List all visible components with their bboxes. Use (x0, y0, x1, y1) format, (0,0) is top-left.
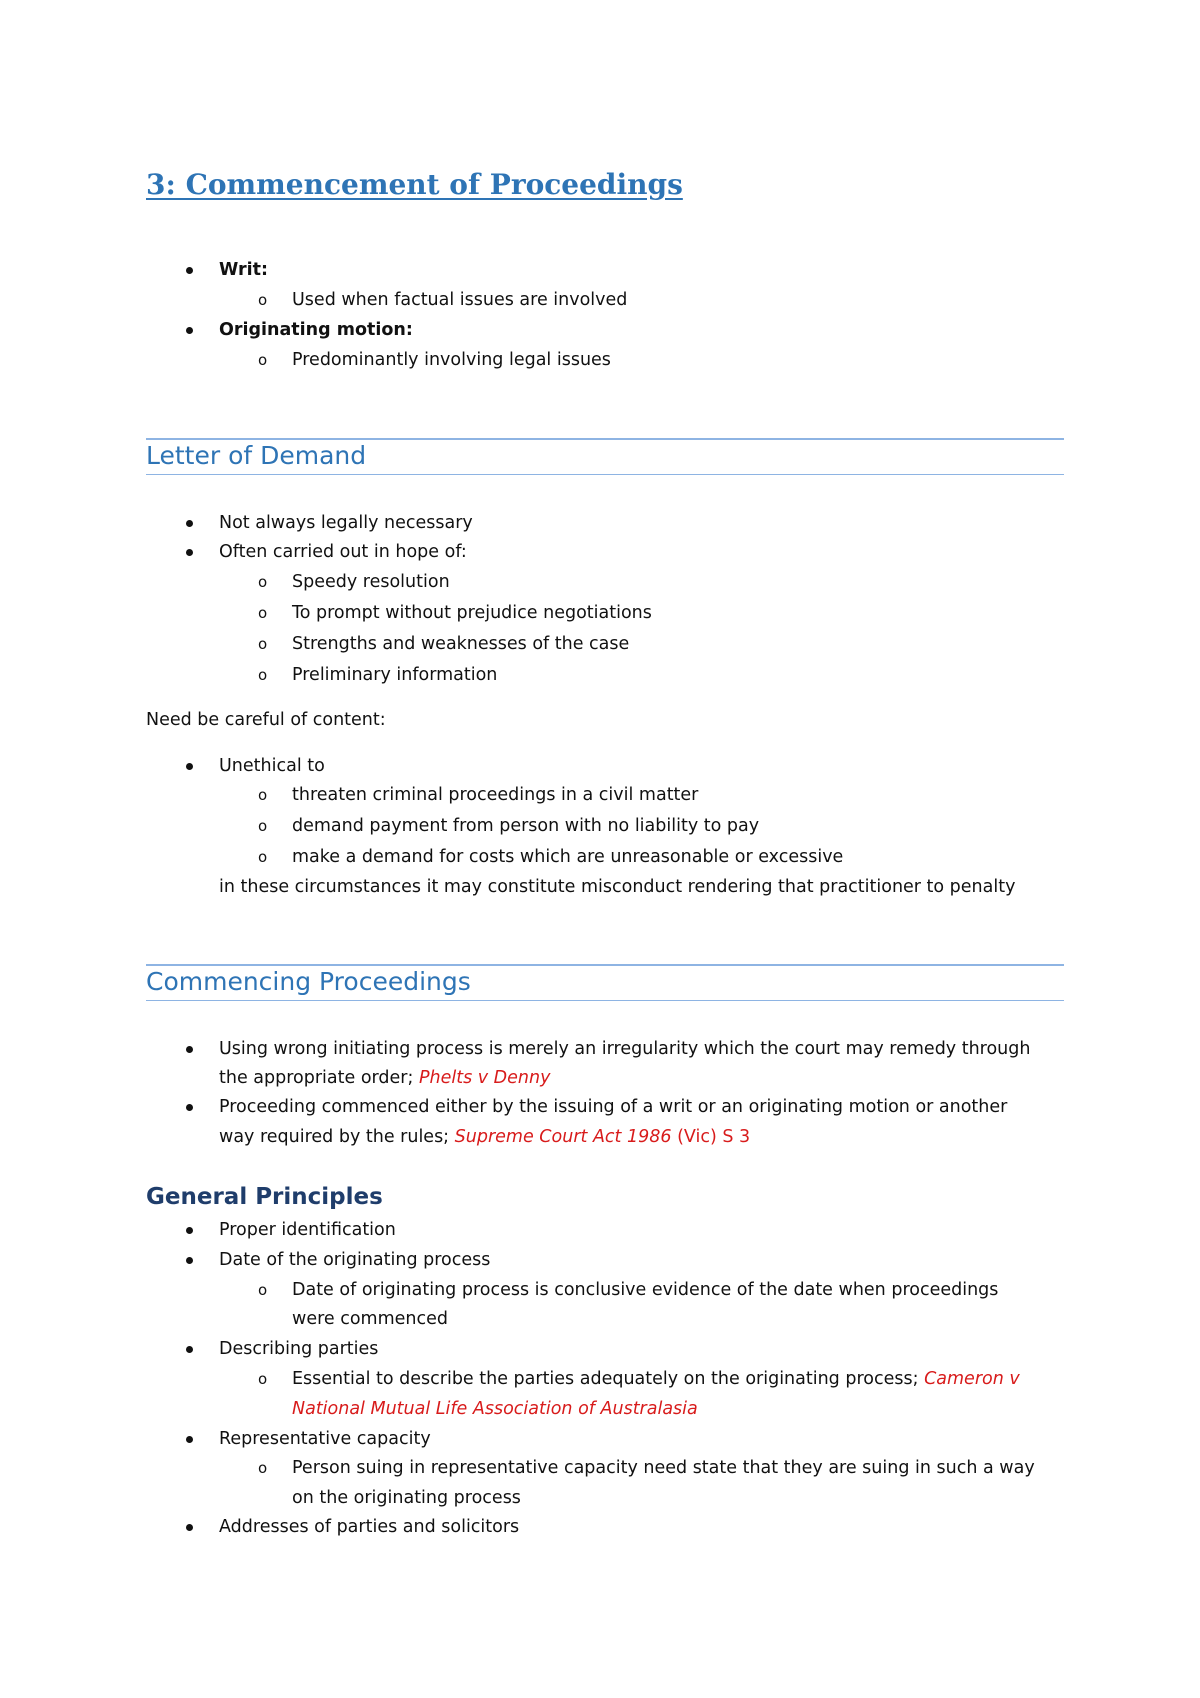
bullet-icon (186, 1346, 193, 1353)
bullet-icon (186, 327, 193, 334)
list-item: Not always legally necessary (219, 513, 473, 533)
list-item-text: the appropriate order; (219, 1068, 419, 1088)
sub-bullet-icon: o (258, 573, 268, 591)
list-subitem: Person suing in representative capacity need state that they are suing in such a way (292, 1458, 1035, 1478)
bullet-icon (186, 520, 193, 527)
list-subitem: Date of originating process is conclusive evidence of the date when proceedings (292, 1280, 999, 1300)
sub-bullet-icon: o (258, 666, 268, 684)
list-subitem: threaten criminal proceedings in a civil matter (292, 785, 699, 805)
list-item: Writ: (219, 260, 268, 280)
bullet-icon (186, 1046, 193, 1053)
list-subitem: Strengths and weaknesses of the case (292, 634, 630, 654)
list-item: Proceeding commenced either by the issuing of a writ or an originating motion or another (219, 1097, 1008, 1117)
bullet-icon (186, 1436, 193, 1443)
section-heading-text: Commencing Proceedings (146, 967, 471, 996)
section-heading-commencing-proceedings (146, 964, 1064, 1001)
list-item: Representative capacity (219, 1429, 431, 1449)
bullet-icon (186, 763, 193, 770)
sub-bullet-icon: o (258, 817, 268, 835)
statute-citation: Supreme Court Act 1986 (454, 1127, 672, 1147)
list-item: Unethical to (219, 756, 325, 776)
list-item: Proper identification (219, 1220, 396, 1240)
sub-bullet-icon: o (258, 351, 268, 369)
list-item: Describing parties (219, 1339, 379, 1359)
list-subitem: Preliminary information (292, 665, 498, 685)
bullet-icon (186, 267, 193, 274)
list-subitem-text: Essential to describe the parties adequately on the originating process; (292, 1369, 925, 1389)
section-heading-letter-of-demand (146, 438, 1064, 475)
list-subitem-continuation: on the originating process (292, 1488, 521, 1508)
list-subitem: Used when factual issues are involved (292, 290, 628, 310)
sub-bullet-icon: o (258, 291, 268, 309)
list-subitem (292, 1368, 1020, 1390)
list-item-text: way required by the rules; (219, 1127, 455, 1147)
subheading-general-principles: General Principles (146, 1184, 383, 1210)
list-item: Often carried out in hope of: (219, 542, 467, 562)
bullet-icon (186, 549, 193, 556)
list-item-continuation (219, 1067, 550, 1089)
sub-bullet-icon: o (258, 848, 268, 866)
section-heading-text: Letter of Demand (146, 441, 367, 470)
bullet-icon (186, 1104, 193, 1111)
list-item: Addresses of parties and solicitors (219, 1517, 520, 1537)
case-citation: Phelts v Denny (418, 1068, 551, 1088)
case-citation-continuation: National Mutual Life Association of Australasia (292, 1399, 698, 1419)
paragraph: in these circumstances it may constitute misconduct rendering that practitioner to penalty (219, 877, 1016, 897)
list-subitem: To prompt without prejudice negotiations (292, 603, 652, 623)
list-subitem-continuation: were commenced (292, 1309, 448, 1329)
list-subitem: demand payment from person with no liability to pay (292, 816, 760, 836)
list-item: Using wrong initiating process is merely an irregularity which the court may remedy through (219, 1039, 1031, 1059)
list-item: Originating motion: (219, 320, 413, 340)
bullet-icon (186, 1227, 193, 1234)
sub-bullet-icon: o (258, 1370, 268, 1388)
sub-bullet-icon: o (258, 1459, 268, 1477)
case-citation: Cameron v (924, 1369, 1020, 1389)
sub-bullet-icon: o (258, 635, 268, 653)
list-item: Date of the originating process (219, 1250, 491, 1270)
list-subitem: Predominantly involving legal issues (292, 350, 611, 370)
page-title: 3: Commencement of Proceedings (146, 168, 683, 201)
list-subitem: Speedy resolution (292, 572, 450, 592)
statute-citation-tail: (Vic) S 3 (671, 1127, 751, 1147)
list-item-continuation (219, 1126, 750, 1148)
list-subitem: make a demand for costs which are unreasonable or excessive (292, 847, 844, 867)
sub-bullet-icon: o (258, 786, 268, 804)
sub-bullet-icon: o (258, 604, 268, 622)
bullet-icon (186, 1524, 193, 1531)
paragraph: Need be careful of content: (146, 710, 386, 730)
bullet-icon (186, 1257, 193, 1264)
sub-bullet-icon: o (258, 1281, 268, 1299)
